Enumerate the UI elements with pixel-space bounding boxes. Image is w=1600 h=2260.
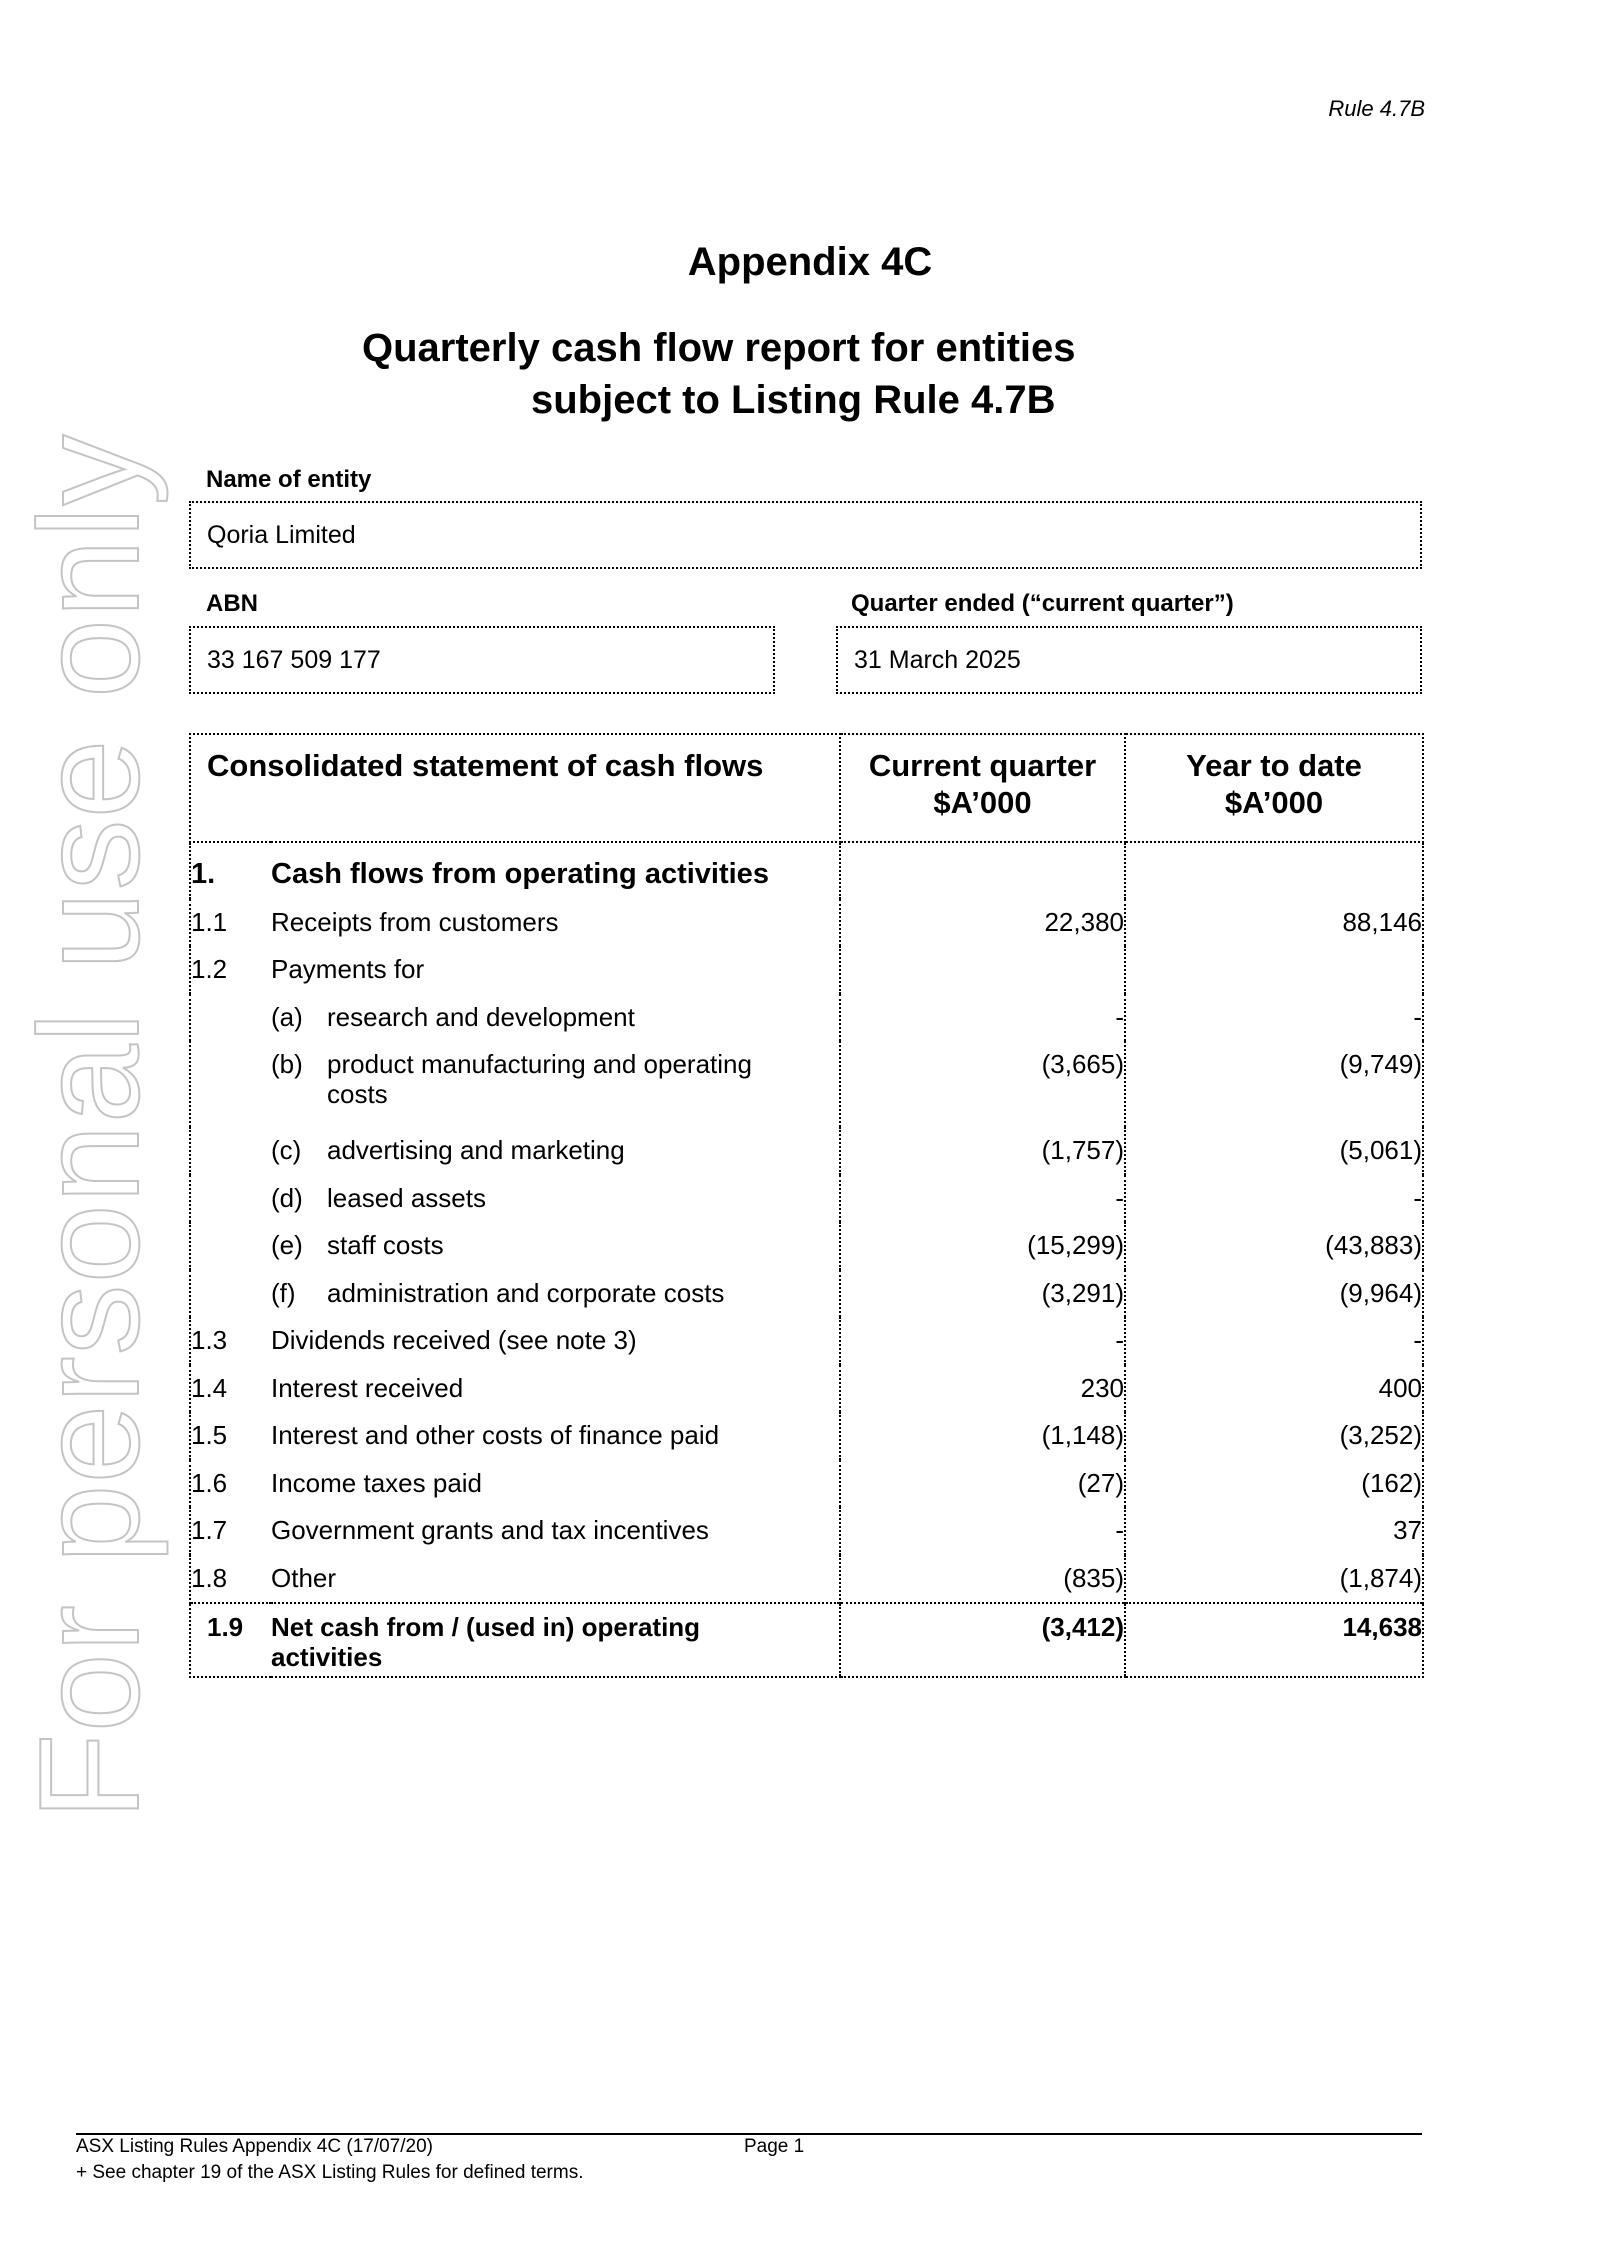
table-row (190, 1270, 1423, 1318)
header-current-quarter (840, 734, 1125, 842)
header-cq-line-1: Current quarter (868, 748, 1097, 783)
table-row (190, 946, 1423, 994)
row-current-quarter: (835) (840, 1555, 1125, 1604)
row-year-to-date (1125, 946, 1423, 994)
row-year-to-date: (9,749) (1125, 1041, 1423, 1127)
row-label (271, 1041, 839, 1127)
row-sub-label: product manufacturing and operating costs (327, 1049, 752, 1109)
table-row (190, 1041, 1423, 1127)
row-sub-label: staff costs (327, 1230, 444, 1260)
quarter-box (836, 626, 1422, 694)
header-ytd-line-2: $A’000 (1224, 785, 1324, 820)
row-sub-label: leased assets (327, 1182, 486, 1213)
quarter-value: 31 March 2025 (854, 645, 1021, 674)
row-sub-label: advertising and marketing (327, 1135, 625, 1165)
row-sub-ref: (f) (271, 1277, 296, 1308)
row-current-quarter: (15,299) (840, 1222, 1125, 1270)
entity-name-value: Qoria Limited (207, 520, 356, 549)
table-row (190, 1365, 1423, 1413)
header-ytd-line-1: Year to date (1186, 748, 1362, 783)
row-current-quarter (840, 946, 1125, 994)
row-label: Payments for (271, 954, 425, 984)
row-ref: 1.3 (190, 1317, 271, 1365)
footer-page-number: Page 1 (744, 2136, 805, 2157)
row-ref: 1.4 (190, 1365, 271, 1413)
section-title: Cash flows from operating activities (271, 858, 769, 890)
row-ref: 1.7 (190, 1507, 271, 1555)
row-current-quarter: (3,665) (840, 1041, 1125, 1127)
table-row (190, 1412, 1423, 1460)
table-row (190, 1317, 1423, 1365)
row-current-quarter: - (840, 1175, 1125, 1223)
header-description: Consolidated statement of cash flows (190, 734, 840, 842)
row-label (271, 994, 840, 1042)
row-label: Dividends received (see note 3) (271, 1325, 637, 1355)
row-sub-ref: (c) (271, 1135, 302, 1165)
row-current-quarter: - (840, 1317, 1125, 1365)
row-sub-label: research and development (327, 1001, 635, 1032)
table-header-row (190, 734, 1423, 842)
table-row (190, 1222, 1423, 1270)
header-cq-line-2: $A’000 (933, 785, 1032, 820)
row-current-quarter: (1,757) (840, 1127, 1125, 1175)
row-ref: 1.2 (190, 946, 271, 994)
row-current-quarter: - (840, 1507, 1125, 1555)
table-row (190, 1555, 1423, 1604)
total-current-quarter: (3,412) (840, 1603, 1125, 1677)
row-current-quarter: 230 (840, 1365, 1125, 1413)
row-label: Income taxes paid (271, 1467, 483, 1498)
row-current-quarter: (27) (840, 1460, 1125, 1508)
row-year-to-date: (9,964) (1125, 1270, 1423, 1318)
row-label: Other (271, 1562, 337, 1593)
row-year-to-date: (3,252) (1125, 1412, 1423, 1460)
row-label: Interest and other costs of finance paid (271, 1420, 720, 1450)
subtitle-line-1: Quarterly cash flow report for entities (362, 326, 1076, 370)
table-row (190, 1460, 1423, 1508)
row-sub-ref: (a) (271, 1001, 303, 1032)
row-current-quarter: (3,291) (840, 1270, 1125, 1318)
page-title: Appendix 4C (687, 240, 933, 284)
row-current-quarter: 22,380 (840, 899, 1125, 947)
abn-label: ABN (206, 590, 258, 617)
row-ref: 1.8 (190, 1555, 271, 1604)
row-year-to-date: 88,146 (1125, 899, 1423, 947)
total-label-text: Net cash from / (used in) operating activities (271, 1612, 701, 1672)
table-row (190, 899, 1423, 947)
row-year-to-date: (5,061) (1125, 1127, 1423, 1175)
row-sub-ref: (b) (271, 1049, 303, 1079)
subtitle-line-2: subject to Listing Rule 4.7B (531, 378, 1056, 422)
total-row (190, 1603, 1423, 1677)
footer-divider (76, 2133, 1422, 2135)
row-label: Interest received (271, 1372, 464, 1403)
row-current-quarter: - (840, 994, 1125, 1042)
footer-defined-terms: + See chapter 19 of the ASX Listing Rules for defined terms. (76, 2162, 584, 2183)
row-label (271, 1175, 840, 1223)
row-year-to-date: - (1125, 1317, 1423, 1365)
row-ref: 1.5 (190, 1412, 271, 1460)
row-current-quarter: (1,148) (840, 1412, 1125, 1460)
row-sub-label: administration and corporate costs (327, 1277, 725, 1308)
quarter-label: Quarter ended (“current quarter”) (851, 590, 1234, 617)
row-ref: 1.6 (190, 1460, 271, 1508)
row-label (271, 1127, 840, 1175)
row-year-to-date: - (1125, 1175, 1423, 1223)
table-row (190, 1175, 1423, 1223)
row-year-to-date: (162) (1125, 1460, 1423, 1508)
row-label: Receipts from customers (271, 906, 559, 937)
section-heading-row (190, 842, 1423, 899)
entity-name-box (189, 501, 1422, 569)
cash-flow-table (189, 733, 1424, 1678)
watermark: For personal use only (10, 433, 169, 1820)
header-year-to-date (1125, 734, 1423, 842)
total-ref: 1.9 (190, 1603, 271, 1677)
row-label (271, 1270, 840, 1318)
entity-name-label: Name of entity (206, 466, 372, 493)
abn-box (189, 626, 775, 694)
footer-rules-version: ASX Listing Rules Appendix 4C (17/07/20) (76, 2136, 433, 2157)
row-year-to-date: 37 (1125, 1507, 1423, 1555)
table-row (190, 1507, 1423, 1555)
total-label (271, 1603, 840, 1677)
row-sub-ref: (e) (271, 1230, 303, 1260)
abn-value: 33 167 509 177 (207, 645, 381, 674)
section-ref: 1. (190, 842, 271, 899)
rule-reference: Rule 4.7B (1328, 96, 1425, 121)
row-year-to-date: (43,883) (1125, 1222, 1423, 1270)
table-row (190, 1127, 1423, 1175)
row-year-to-date: (1,874) (1125, 1555, 1423, 1604)
row-year-to-date: - (1125, 994, 1423, 1042)
row-year-to-date: 400 (1125, 1365, 1423, 1413)
total-year-to-date: 14,638 (1125, 1603, 1423, 1677)
row-ref: 1.1 (190, 899, 271, 947)
row-label: Government grants and tax incentives (271, 1515, 709, 1545)
row-sub-ref: (d) (271, 1182, 303, 1213)
row-label (271, 1222, 840, 1270)
table-row (190, 994, 1423, 1042)
